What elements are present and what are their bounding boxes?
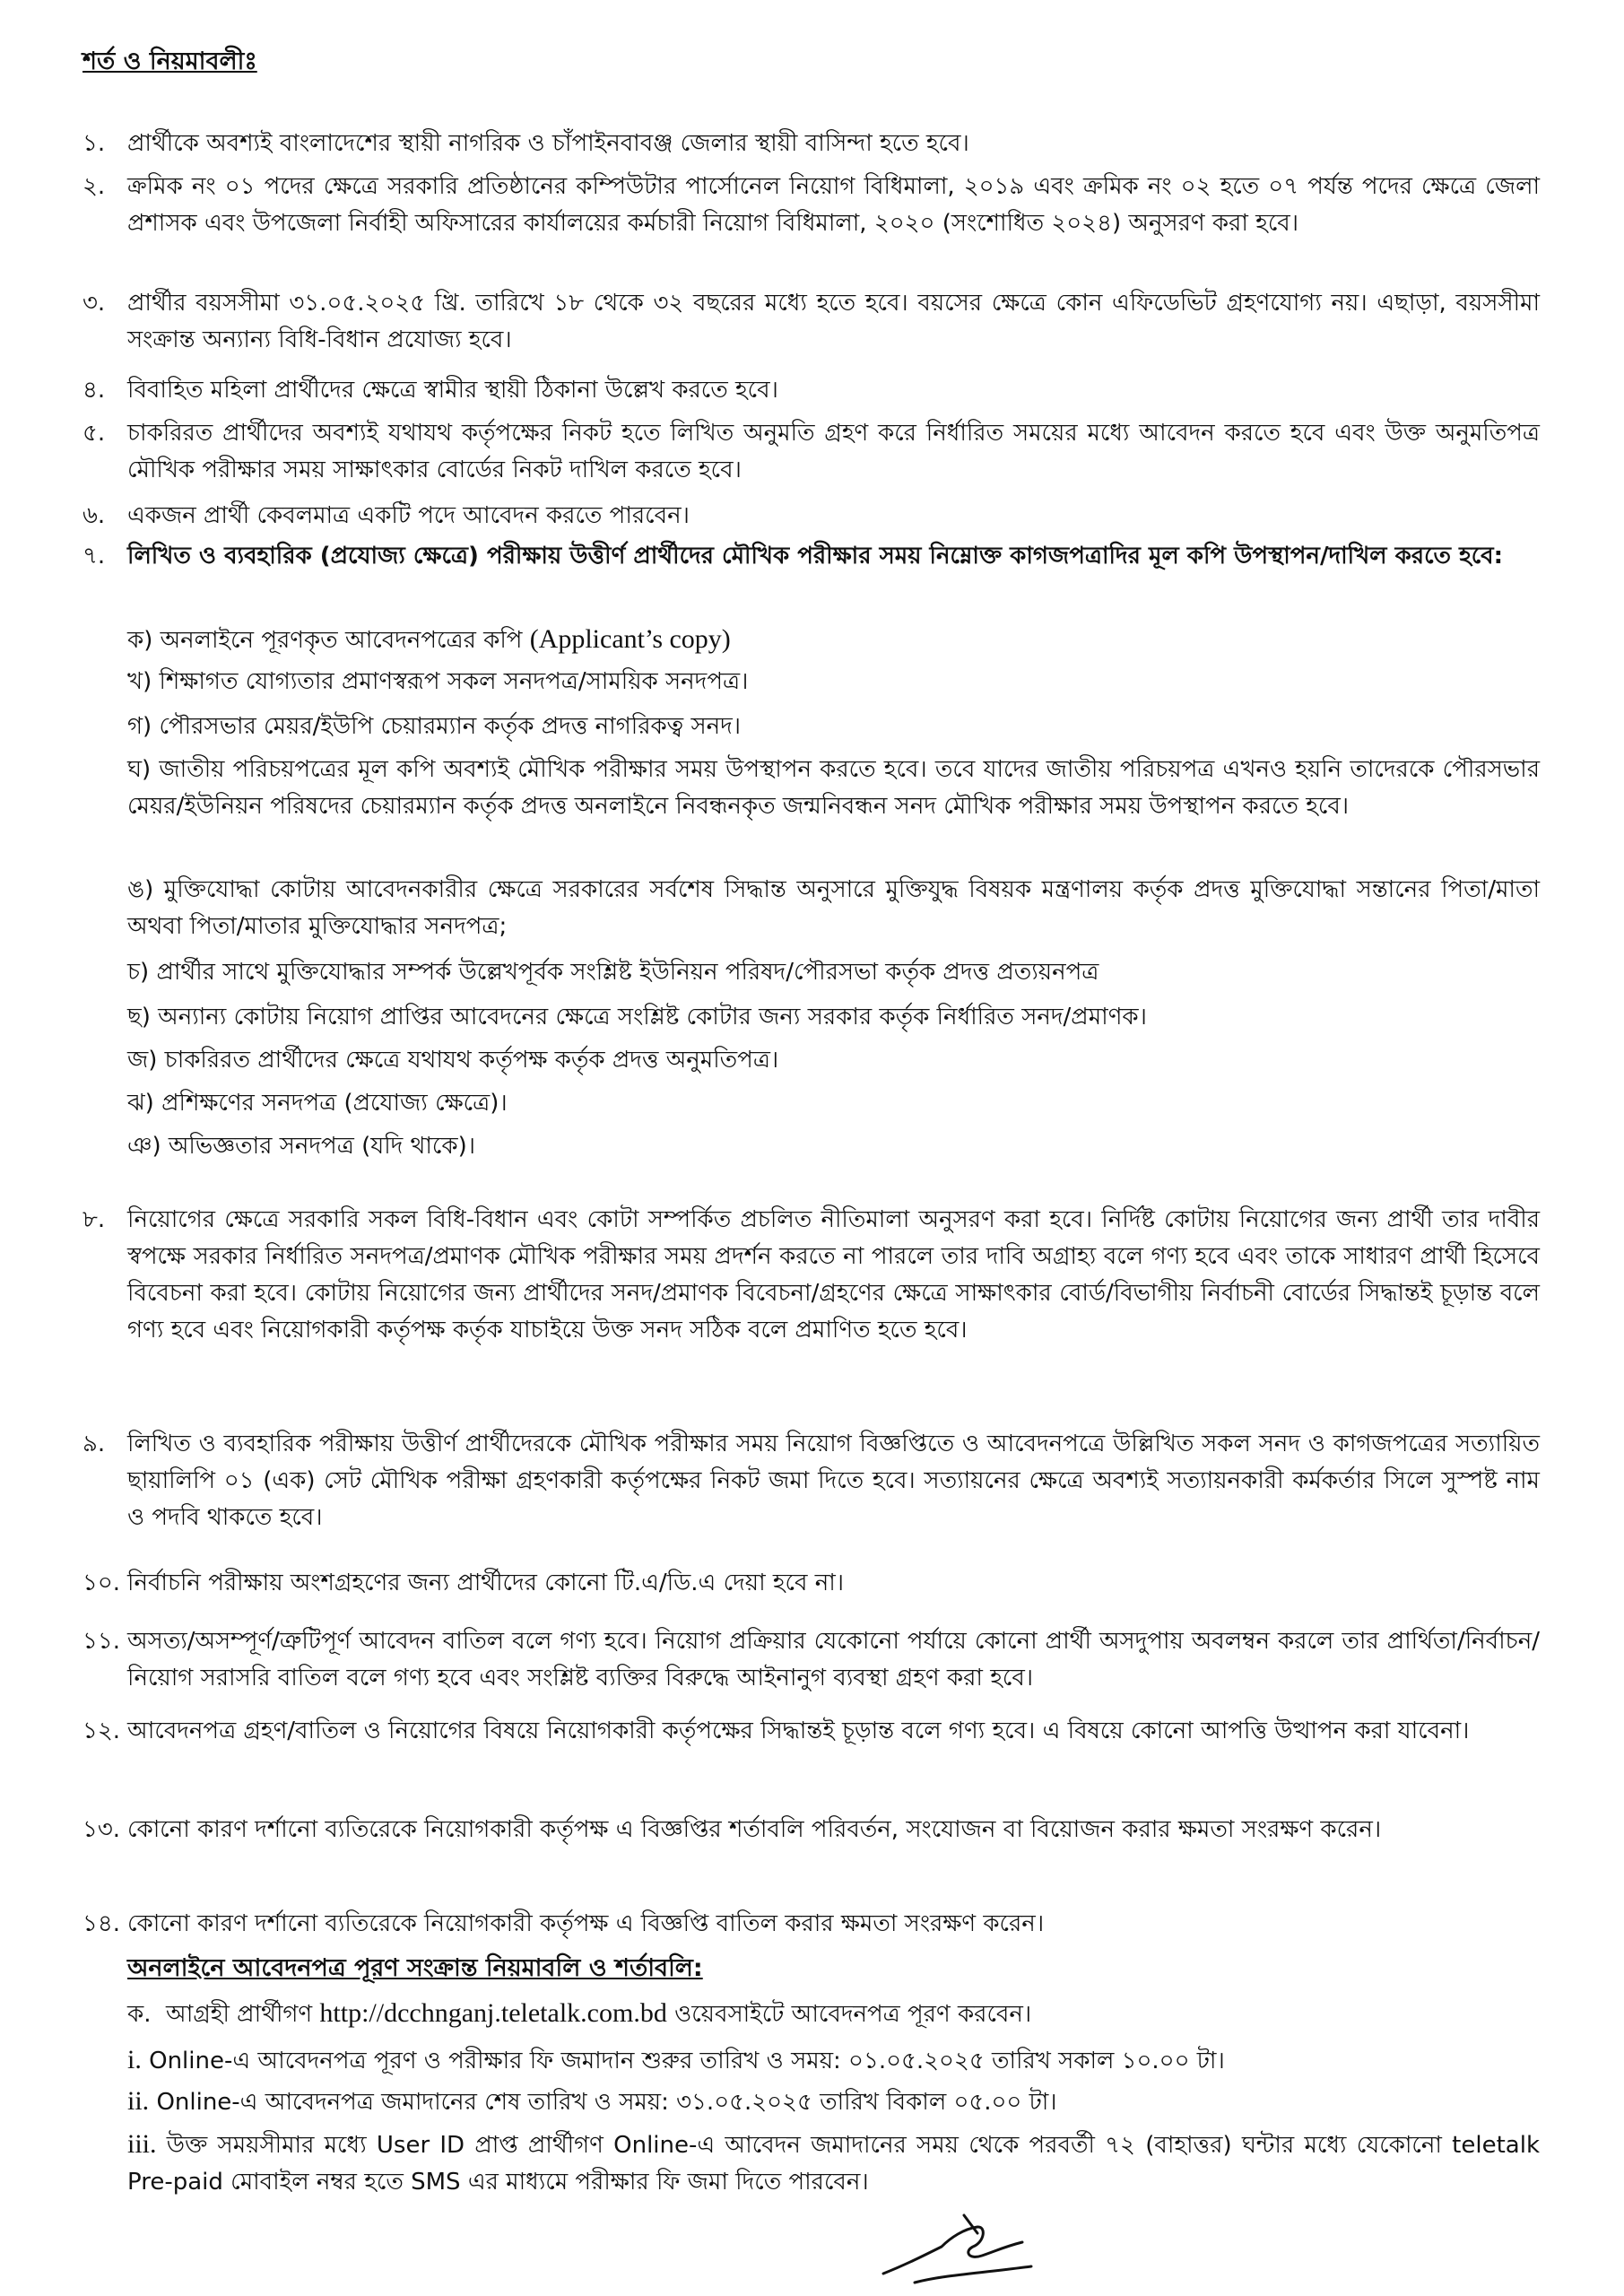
document-item: ঘ) জাতীয় পরিচয়পত্রের মূল কপি অবশ্যই মৌখিক পরীক্ষার সময় উপস্থাপন করতে হবে। তবে যাদের জাতীয় পরিচয়পত্র এখনও হয়নি তাদেরকে পৌরসভার মেয়র/ইউনিয়ন পরিষদের চেয়ারম্যান কর্তৃক প্রদত্ত অনলাইনে নিবন্ধনকৃত জন্মনিবন্ধন সনদ মৌখিক পরীক্ষার সময় উপস্থাপন করতে হবে। bbox=[127, 756, 1541, 820]
rule-text: কোনো কারণ দর্শানো ব্যতিরেকে নিয়োগকারী কর্তৃপক্ষ এ বিজ্ঞপ্তি বাতিল করার ক্ষমতা সংরক্ষণ করেন। bbox=[127, 1910, 1045, 1937]
rule-text: লিখিত ও ব্যবহারিক (প্রযোজ্য ক্ষেত্রে) পরীক্ষায় উত্তীর্ণ প্রার্থীদের মৌখিক পরীক্ষার সময় নিম্নোক্ত কাগজপত্রাদির মূল কপি উপস্থাপন/দাখিল করতে হবে: bbox=[127, 543, 1504, 570]
rule-text: কোনো কারণ দর্শানো ব্যতিরেকে নিয়োগকারী কর্তৃপক্ষ এ বিজ্ঞপ্তির শর্তাবলি পরিবর্তন, সংযোজন বা বিয়োজন করার ক্ষমতা সংরক্ষণ করেন। bbox=[127, 1816, 1382, 1843]
rule-item: ১৩. কোনো কারণ দর্শানো ব্যতিরেকে নিয়োগকারী কর্তৃপক্ষ এ বিজ্ঞপ্তির শর্তাবলি পরিবর্তন, সংযোজন বা বিয়োজন করার ক্ষমতা সংরক্ষণ করেন। bbox=[83, 1812, 1540, 1848]
rule-item: ২. ক্রমিক নং ০১ পদের ক্ষেত্রে সরকারি প্রতিষ্ঠানের কম্পিউটার পার্সোনেল নিয়োগ বিধিমালা, ২০১৯ এবং ক্রমিক নং ০২ হতে ০৭ পর্যন্ত পদের ক্ষেত্রে জেলা প্রশাসক এবং উপজেলা নির্বাহী অফিসারের কার্যালয়ের কর্মচারী নিয়োগ বিধিমালা, ২০২০ (সংশোধিত ২০২৪) অনুসরণ করা হবে। bbox=[83, 169, 1540, 242]
rule-item: ৯. লিখিত ও ব্যবহারিক পরীক্ষায় উত্তীর্ণ প্রার্থীদেরকে মৌখিক পরীক্ষার সময় নিয়োগ বিজ্ঞপ্তিতে ও আবেদনপত্রে উল্লিখিত সকল সনদ ও কাগজপত্রের সত্যায়িত ছায়ালিপি ০১ (এক) সেট মৌখিক পরীক্ষা গ্রহণকারী কর্তৃপক্ষের নিকট জমা দিতে হবে। সত্যায়নের ক্ষেত্রে অবশ্যই সত্যায়নকারী কর্মকর্তার সিলে সুস্পষ্ট নাম ও পদবি থাকতে হবে। bbox=[83, 1426, 1540, 1536]
rule-text: নির্বাচনি পরীক্ষায় অংশগ্রহণের জন্য প্রার্থীদের কোনো টি.এ/ডি.এ দেয়া হবে না। bbox=[127, 1570, 845, 1596]
online-heading: অনলাইনে আবেদনপত্র পূরণ সংক্রান্ত নিয়মাবলি ও শর্তাবলি: bbox=[127, 1954, 703, 1982]
rule-text: নিয়োগের ক্ষেত্রে সরকারি সকল বিধি-বিধান এবং কোটা সম্পর্কিত প্রচলিত নীতিমালা অনুসরণ করা হবে। নির্দিষ্ট কোটায় নিয়োগের জন্য প্রার্থী তার দাবীর স্বপক্ষে সরকার নির্ধারিত সনদপত্র/প্রমাণক মৌখিক পরীক্ষার সময় প্রদর্শন করতে না পারলে তার দাবি অগ্রাহ্য বলে গণ্য হবে এবং তাকে সাধারণ প্রার্থী হিসেবে বিবেচনা করা হবে। কোটায় নিয়োগের জন্য প্রার্থীদের সনদ/প্রমাণক বিবেচনা/গ্রহণের ক্ষেত্রে সাক্ষাৎকার বোর্ড/বিভাগীয় নির্বাচনী বোর্ডের সিদ্ধান্তই চূড়ান্ত বলে গণ্য হবে এবং নিয়োগকারী কর্তৃপক্ষ কর্তৃক যাচাইয়ে উক্ত সনদ সঠিক বলে প্রমাণিত হতে হবে। bbox=[127, 1206, 1540, 1344]
document-item: জ) চাকরিরত প্রার্থীদের ক্ষেত্রে যথাযথ কর্তৃপক্ষ কর্তৃক প্রদত্ত অনুমতিপত্র। bbox=[127, 1047, 779, 1074]
document-item: গ) পৌরসভার মেয়র/ইউপি চেয়ারম্যান কর্তৃক প্রদত্ত নাগরিকত্ব সনদ। bbox=[127, 713, 742, 740]
rule-text: প্রার্থীর বয়সসীমা ৩১.০৫.২০২৫ খ্রি. তারিখে ১৮ থেকে ৩২ বছরের মধ্যে হতে হবে। বয়সের ক্ষেত্রে কোন এফিডেভিট গ্রহণযোগ্য নয়। এছাড়া, বয়সসীমা সংক্রান্ত অন্যান্য বিধি-বিধান প্রযোজ্য হবে। bbox=[127, 290, 1540, 353]
rule-text: আবেদনপত্র গ্রহণ/বাতিল ও নিয়োগের বিষয়ে নিয়োগকারী কর্তৃপক্ষের সিদ্ধান্তই চূড়ান্ত বলে গণ্য হবে। এ বিষয়ে কোনো আপত্তি উত্থাপন করা যাবেনা। bbox=[127, 1718, 1470, 1744]
rule-item: ৮. নিয়োগের ক্ষেত্রে সরকারি সকল বিধি-বিধান এবং কোটা সম্পর্কিত প্রচলিত নীতিমালা অনুসরণ করা হবে। নির্দিষ্ট কোটায় নিয়োগের জন্য প্রার্থী তার দাবীর স্বপক্ষে সরকার নির্ধারিত সনদপত্র/প্রমাণক মৌখিক পরীক্ষার সময় প্রদর্শন করতে না পারলে তার দাবি অগ্রাহ্য বলে গণ্য হবে এবং তাকে সাধারণ প্রার্থী হিসেবে বিবেচনা করা হবে। কোটায় নিয়োগের জন্য প্রার্থীদের সনদ/প্রমাণক বিবেচনা/গ্রহণের ক্ষেত্রে সাক্ষাৎকার বোর্ড/বিভাগীয় নির্বাচনী বোর্ডের সিদ্ধান্তই চূড়ান্ত বলে গণ্য হবে এবং নিয়োগকারী কর্তৃপক্ষ কর্তৃক যাচাইয়ে উক্ত সনদ সঠিক বলে প্রমাণিত হতে হবে। bbox=[83, 1202, 1540, 1349]
online-item-ka: ক. আগ্রহী প্রার্থীগণ http://dcchnganj.teletalk.com.bd ওয়েবসাইটে আবেদনপত্র পূরণ করবেন। bbox=[127, 1998, 1032, 2028]
rule-item: ৬. একজন প্রার্থী কেবলমাত্র একটি পদে আবেদন করতে পারবেন। bbox=[83, 498, 1540, 535]
rule-item: ৭. লিখিত ও ব্যবহারিক (প্রযোজ্য ক্ষেত্রে) পরীক্ষায় উত্তীর্ণ প্রার্থীদের মৌখিক পরীক্ষার সময় নিম্নোক্ত কাগজপত্রাদির মূল কপি উপস্থাপন/দাখিল করতে হবে: bbox=[83, 538, 1540, 575]
online-item-i: i. Online-এ আবেদনপত্র পূরণ ও পরীক্ষার ফি জমাদান শুরুর তারিখ ও সময়: ০১.০৫.২০২৫ তারিখ সকাল ১০.০০ টা। bbox=[127, 2045, 1225, 2074]
rule-item: ৫. চাকরিরত প্রার্থীদের অবশ্যই যথাযথ কর্তৃপক্ষের নিকট হতে লিখিত অনুমতি গ্রহণ করে নির্ধারিত সময়ের মধ্যে আবেদন করতে হবে এবং উক্ত অনুমতিপত্র মৌখিক পরীক্ষার সময় সাক্ষাৎকার বোর্ডের নিকট দাখিল করতে হবে। bbox=[83, 415, 1540, 489]
rule-text: একজন প্রার্থী কেবলমাত্র একটি পদে আবেদন করতে পারবেন। bbox=[127, 502, 690, 529]
document-item: ঙ) মুক্তিযোদ্ধা কোটায় আবেদনকারীর ক্ষেত্রে সরকারের সর্বশেষ সিদ্ধান্ত অনুসারে মুক্তিযুদ্ধ বিষয়ক মন্ত্রণালয় কর্তৃক প্রদত্ত মুক্তিযোদ্ধা সন্তানের পিতা/মাতা অথবা পিতা/মাতার মুক্তিযোদ্ধার সনদপত্র; bbox=[127, 876, 1540, 940]
rule-text: প্রার্থীকে অবশ্যই বাংলাদেশের স্থায়ী নাগরিক ও চাঁপাইনবাবঞ্জ জেলার স্থায়ী বাসিন্দা হতে হবে। bbox=[127, 130, 969, 157]
rule-item: ১১. অসত্য/অসম্পূর্ণ/ত্রুটিপূর্ণ আবেদন বাতিল বলে গণ্য হবে। নিয়োগ প্রক্রিয়ার যেকোনো পর্যায়ে কোনো প্রার্থী অসদুপায় অবলম্বন করলে তার প্রার্থিতা/নির্বাচন/নিয়োগ সরাসরি বাতিল বলে গণ্য হবে এবং সংশ্লিষ্ট ব্যক্তির বিরুদ্ধে আইনানুগ ব্যবস্থা গ্রহণ করা হবে। bbox=[83, 1623, 1540, 1697]
rule-text: ক্রমিক নং ০১ পদের ক্ষেত্রে সরকারি প্রতিষ্ঠানের কম্পিউটার পার্সোনেল নিয়োগ বিধিমালা, ২০১৯ এবং ক্রমিক নং ০২ হতে ০৭ পর্যন্ত পদের ক্ষেত্রে জেলা প্রশাসক এবং উপজেলা নির্বাহী অফিসারের কার্যালয়ের কর্মচারী নিয়োগ বিধিমালা, ২০২০ (সংশোধিত ২০২৪) অনুসরণ করা হবে। bbox=[127, 173, 1540, 237]
rule-item: ৩. প্রার্থীর বয়সসীমা ৩১.০৫.২০২৫ খ্রি. তারিখে ১৮ থেকে ৩২ বছরের মধ্যে হতে হবে। বয়সের ক্ষেত্রে কোন এফিডেভিট গ্রহণযোগ্য নয়। এছাড়া, বয়সসীমা সংক্রান্ত অন্যান্য বিধি-বিধান প্রযোজ্য হবে। bbox=[83, 285, 1540, 359]
rule-item: ১৪. কোনো কারণ দর্শানো ব্যতিরেকে নিয়োগকারী কর্তৃপক্ষ এ বিজ্ঞপ্তি বাতিল করার ক্ষমতা সংরক্ষণ করেন। bbox=[83, 1906, 1540, 1943]
rule-item: ১০. নির্বাচনি পরীক্ষায় অংশগ্রহণের জন্য প্রার্থীদের কোনো টি.এ/ডি.এ দেয়া হবে না। bbox=[83, 1565, 1540, 1602]
online-item-ii: ii. Online-এ আবেদনপত্র জমাদানের শেষ তারিখ ও সময়: ৩১.০৫.২০২৫ তারিখ বিকাল ০৫.০০ টা। bbox=[127, 2086, 1057, 2116]
online-item-iii: iii. উক্ত সময়সীমার মধ্যে User ID প্রাপ্ত প্রার্থীগণ Online-এ আবেদন জমাদানের সময় থেকে পরবর্তী ৭২ (বাহাত্তর) ঘন্টার মধ্যে যেকোনো teletalk Pre-paid মোবাইল নম্বর হতে SMS এর মাধ্যমে পরীক্ষার ফি জমা দিতে পারবেন। bbox=[127, 2129, 1540, 2196]
document-item: ঞ) অভিজ্ঞতার সনদপত্র (যদি থাকে)। bbox=[127, 1133, 476, 1160]
rule-text: চাকরিরত প্রার্থীদের অবশ্যই যথাযথ কর্তৃপক্ষের নিকট হতে লিখিত অনুমতি গ্রহণ করে নির্ধারিত সময়ের মধ্যে আবেদন করতে হবে এবং উক্ত অনুমতিপত্র মৌখিক পরীক্ষার সময় সাক্ষাৎকার বোর্ডের নিকট দাখিল করতে হবে। bbox=[127, 420, 1540, 483]
rule-item: ১২. আবেদনপত্র গ্রহণ/বাতিল ও নিয়োগের বিষয়ে নিয়োগকারী কর্তৃপক্ষের সিদ্ধান্তই চূড়ান্ত বলে গণ্য হবে। এ বিষয়ে কোনো আপত্তি উত্থাপন করা যাবেনা। bbox=[83, 1713, 1540, 1750]
document-item: ক) অনলাইনে পূরণকৃত আবেদনপত্রের কপি (Applicant’s copy) bbox=[127, 624, 731, 654]
document-item: খ) শিক্ষাগত যোগ্যতার প্রমাণস্বরূপ সকল সনদপত্র/সাময়িক সনদপত্র। bbox=[127, 668, 749, 695]
rule-text: অসত্য/অসম্পূর্ণ/ত্রুটিপূর্ণ আবেদন বাতিল বলে গণ্য হবে। নিয়োগ প্রক্রিয়ার যেকোনো পর্যায়ে কোনো প্রার্থী অসদুপায় অবলম্বন করলে তার প্রার্থিতা/নির্বাচন/নিয়োগ সরাসরি বাতিল বলে গণ্য হবে এবং সংশ্লিষ্ট ব্যক্তির বিরুদ্ধে আইনানুগ ব্যবস্থা গ্রহণ করা হবে। bbox=[127, 1628, 1540, 1692]
document-item: চ) প্রার্থীর সাথে মুক্তিযোদ্ধার সম্পর্ক উল্লেখপূর্বক সংশ্লিষ্ট ইউনিয়ন পরিষদ/পৌরসভা কর্তৃক প্রদত্ত প্রত্যয়নপত্র bbox=[127, 959, 1099, 986]
signature bbox=[879, 2202, 1040, 2292]
website-link[interactable]: http://dcchnganj.teletalk.com.bd bbox=[319, 1998, 667, 2028]
document-item: ছ) অন্যান্য কোটায় নিয়োগ প্রাপ্তির আবেদনের ক্ষেত্রে সংশ্লিষ্ট কোটার জন্য সরকার কর্তৃক নির্ধারিত সনদ/প্রমাণক। bbox=[127, 1004, 1147, 1031]
terms-heading: শর্ত ও নিয়মাবলীঃ bbox=[83, 48, 257, 75]
rule-text: লিখিত ও ব্যবহারিক পরীক্ষায় উত্তীর্ণ প্রার্থীদেরকে মৌখিক পরীক্ষার সময় নিয়োগ বিজ্ঞপ্তিতে ও আবেদনপত্রে উল্লিখিত সকল সনদ ও কাগজপত্রের সত্যায়িত ছায়ালিপি ০১ (এক) সেট মৌখিক পরীক্ষা গ্রহণকারী কর্তৃপক্ষের নিকট জমা দিতে হবে। সত্যায়নের ক্ষেত্রে অবশ্যই সত্যায়নকারী কর্মকর্তার সিলে সুস্পষ্ট নাম ও পদবি থাকতে হবে। bbox=[127, 1431, 1540, 1531]
rule-item: ৪. বিবাহিত মহিলা প্রার্থীদের ক্ষেত্রে স্বামীর স্থায়ী ঠিকানা উল্লেখ করতে হবে। bbox=[83, 372, 1540, 409]
rule-item: ১. প্রার্থীকে অবশ্যই বাংলাদেশের স্থায়ী নাগরিক ও চাঁপাইনবাবঞ্জ জেলার স্থায়ী বাসিন্দা হতে হবে। bbox=[83, 126, 1540, 162]
document-item: ঝ) প্রশিক্ষণের সনদপত্র (প্রযোজ্য ক্ষেত্রে)। bbox=[127, 1090, 508, 1117]
rule-text: বিবাহিত মহিলা প্রার্থীদের ক্ষেত্রে স্বামীর স্থায়ী ঠিকানা উল্লেখ করতে হবে। bbox=[127, 377, 778, 404]
